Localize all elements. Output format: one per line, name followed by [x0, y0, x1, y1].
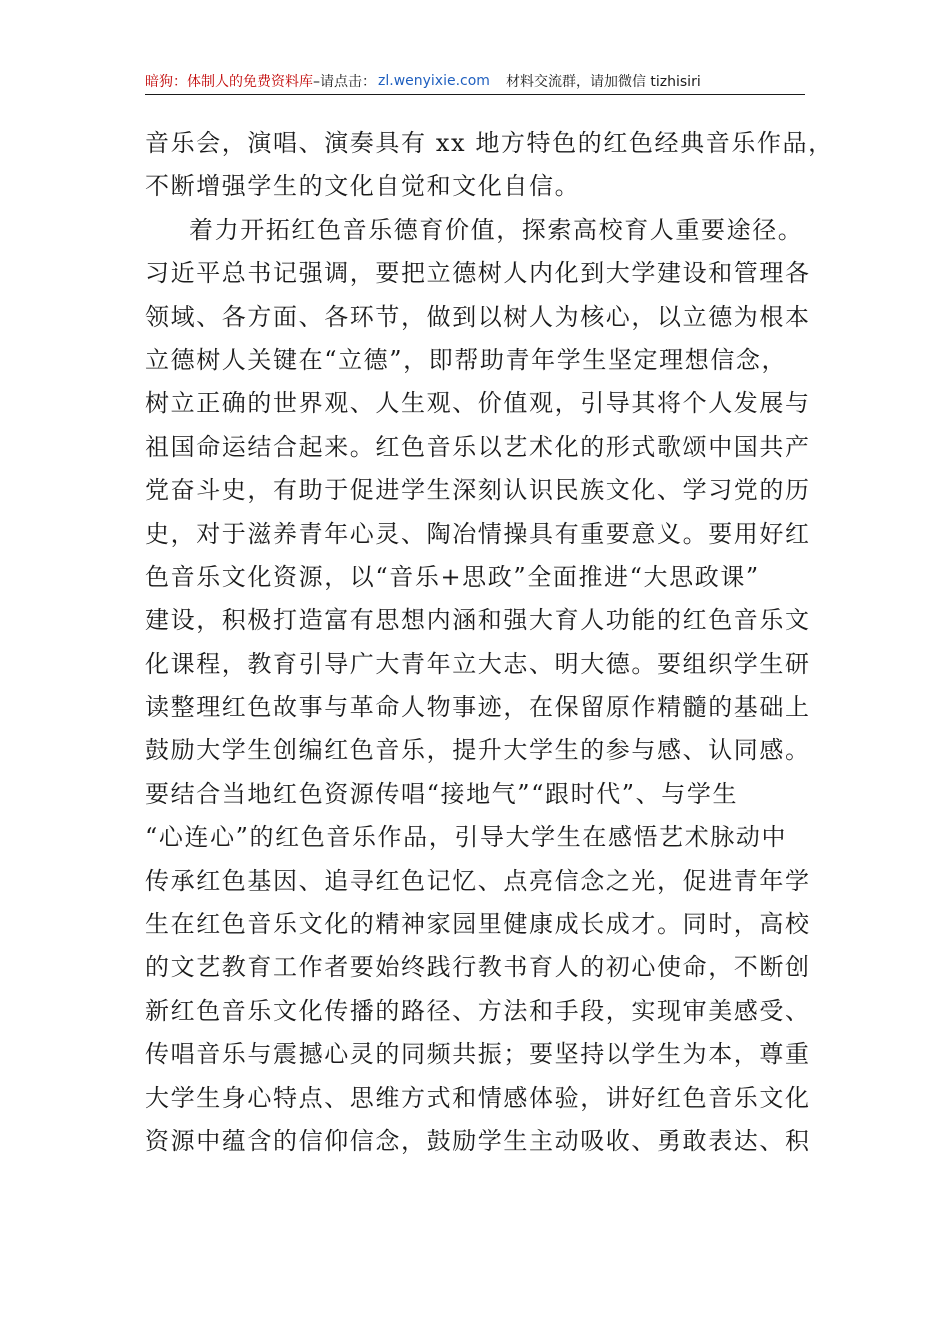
text-line: 资源中蕴含的信仰信念，鼓励学生主动吸收、勇敢表达、积 — [145, 1126, 811, 1155]
text-line: 读整理红色故事与革命人物事迹，在保留原作精髓的基础上 — [145, 693, 811, 722]
text-line: 树立正确的世界观、人生观、价值观，引导其将个人发展与 — [145, 389, 811, 418]
document-body — [145, 122, 834, 1163]
text-line: 的文艺教育工作者要始终践行教书育人的初心使命，不断创 — [145, 953, 811, 982]
text-line: 祖国命运结合起来。红色音乐以艺术化的形式歌颂中国共产 — [145, 432, 811, 461]
paragraph-first-line: 着力开拓红色音乐德育价值，探索高校育人重要途径。 — [189, 215, 804, 244]
header-divider — [145, 94, 805, 95]
text-line: 传承红色基因、追寻红色记忆、点亮信念之光，促进青年学 — [145, 866, 811, 895]
header-prompt: –请点击： — [313, 74, 376, 90]
text-line: 传唱音乐与震撼心灵的同频共振；要坚持以学生为本，尊重 — [145, 1040, 811, 1069]
text-line: 立德树人关键在“立德”，即帮助青年学生坚定理想信念， — [145, 345, 788, 374]
text-line: 领域、各方面、各环节，做到以树人为核心，以立德为根本 — [145, 302, 811, 331]
header-link[interactable]: zl.wenyixie.com — [378, 73, 490, 89]
text-line: 色音乐文化资源，以“音乐+思政”全面推进“大思政课” — [145, 562, 760, 591]
text-line: “心连心”的红色音乐作品，引导大学生在感悟艺术脉动中 — [145, 823, 788, 852]
text-line: 建设，积极打造富有思想内涵和强大育人功能的红色音乐文 — [145, 606, 811, 635]
text-line: 史，对于滋养青年心灵、陶冶情操具有重要意义。要用好红 — [145, 519, 811, 548]
text-line: 音乐会，演唱、演奏具有 xx 地方特色的红色经典音乐作品， — [145, 129, 834, 157]
text-line: 党奋斗史，有助于促进学生深刻认识民族文化、学习党的历 — [145, 476, 811, 505]
text-line: 生在红色音乐文化的精神家园里健康成长成才。同时，高校 — [145, 910, 811, 939]
text-line: 要结合当地红色资源传唱“接地气”“跟时代”、与学生 — [145, 779, 739, 808]
text-line: 习近平总书记强调，要把立德树人内化到大学建设和管理各 — [145, 259, 811, 288]
header-brand: 暗狗：体制人的免费资料库 — [145, 74, 313, 90]
page-header — [145, 68, 805, 94]
text-line: 化课程，教育引导广大青年立大志、明大德。要组织学生研 — [145, 649, 811, 678]
text-line: 不断增强学生的文化自觉和文化自信。 — [145, 172, 581, 201]
text-line: 鼓励大学生创编红色音乐，提升大学生的参与感、认同感。 — [145, 736, 811, 765]
text-line: 大学生身心特点、思维方式和情感体验，讲好红色音乐文化 — [145, 1083, 811, 1112]
header-wechat-note: 材料交流群，请加微信 tizhisiri — [505, 74, 701, 90]
text-line: 新红色音乐文化传播的路径、方法和手段，实现审美感受、 — [145, 996, 811, 1025]
